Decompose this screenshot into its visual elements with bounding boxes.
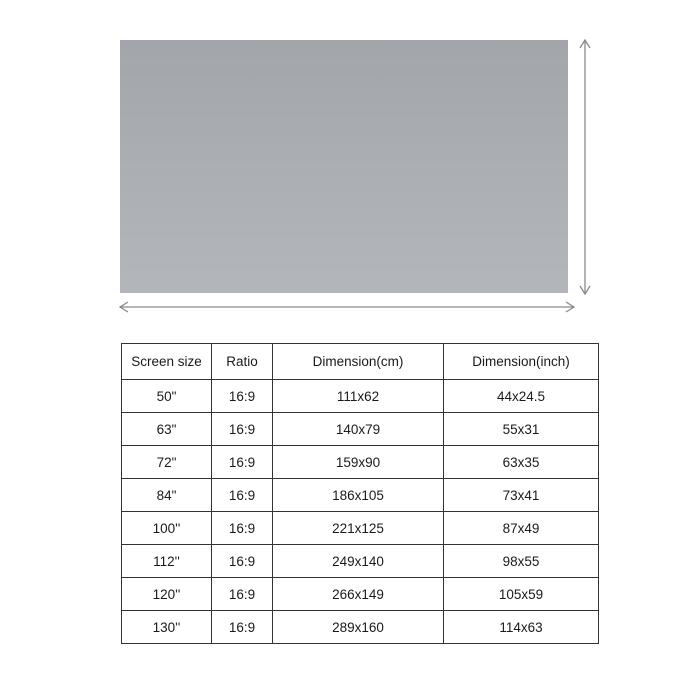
header-screen-size: Screen size xyxy=(122,344,212,380)
cell-ratio: 16:9 xyxy=(212,413,273,446)
cell-screen-size: 100'' xyxy=(122,512,212,545)
table-row xyxy=(122,545,599,578)
cell-dimension-inch: 105x59 xyxy=(444,578,599,611)
cell-dimension-cm: 111x62 xyxy=(273,380,444,413)
cell-dimension-cm: 159x90 xyxy=(273,446,444,479)
table-row xyxy=(122,611,599,644)
cell-ratio: 16:9 xyxy=(212,512,273,545)
cell-ratio: 16:9 xyxy=(212,380,273,413)
cell-dimension-inch: 114x63 xyxy=(444,611,599,644)
cell-dimension-cm: 140x79 xyxy=(273,413,444,446)
cell-ratio: 16:9 xyxy=(212,545,273,578)
table-row xyxy=(122,479,599,512)
height-arrow xyxy=(578,38,592,296)
cell-dimension-inch: 98x55 xyxy=(444,545,599,578)
cell-ratio: 16:9 xyxy=(212,479,273,512)
cell-dimension-inch: 87x49 xyxy=(444,512,599,545)
header-dimension-cm: Dimension(cm) xyxy=(273,344,444,380)
cell-dimension-inch: 63x35 xyxy=(444,446,599,479)
table-header-row xyxy=(122,344,599,380)
cell-screen-size: 63" xyxy=(122,413,212,446)
cell-dimension-cm: 221x125 xyxy=(273,512,444,545)
table-row xyxy=(122,413,599,446)
cell-screen-size: 84" xyxy=(122,479,212,512)
cell-dimension-cm: 289x160 xyxy=(273,611,444,644)
cell-screen-size: 112'' xyxy=(122,545,212,578)
table-row xyxy=(122,446,599,479)
width-arrow xyxy=(118,300,576,314)
cell-screen-size: 120'' xyxy=(122,578,212,611)
cell-dimension-cm: 186x105 xyxy=(273,479,444,512)
header-dimension-inch: Dimension(inch) xyxy=(444,344,599,380)
cell-screen-size: 72" xyxy=(122,446,212,479)
cell-dimension-inch: 55x31 xyxy=(444,413,599,446)
cell-dimension-cm: 266x149 xyxy=(273,578,444,611)
cell-ratio: 16:9 xyxy=(212,446,273,479)
cell-dimension-inch: 44x24.5 xyxy=(444,380,599,413)
cell-screen-size: 50" xyxy=(122,380,212,413)
table-row xyxy=(122,380,599,413)
header-ratio: Ratio xyxy=(212,344,273,380)
projector-screen-image xyxy=(120,40,568,293)
cell-dimension-inch: 73x41 xyxy=(444,479,599,512)
table-row xyxy=(122,512,599,545)
cell-ratio: 16:9 xyxy=(212,611,273,644)
screen-size-table xyxy=(121,343,599,644)
cell-ratio: 16:9 xyxy=(212,578,273,611)
table-row xyxy=(122,578,599,611)
cell-screen-size: 130'' xyxy=(122,611,212,644)
cell-dimension-cm: 249x140 xyxy=(273,545,444,578)
